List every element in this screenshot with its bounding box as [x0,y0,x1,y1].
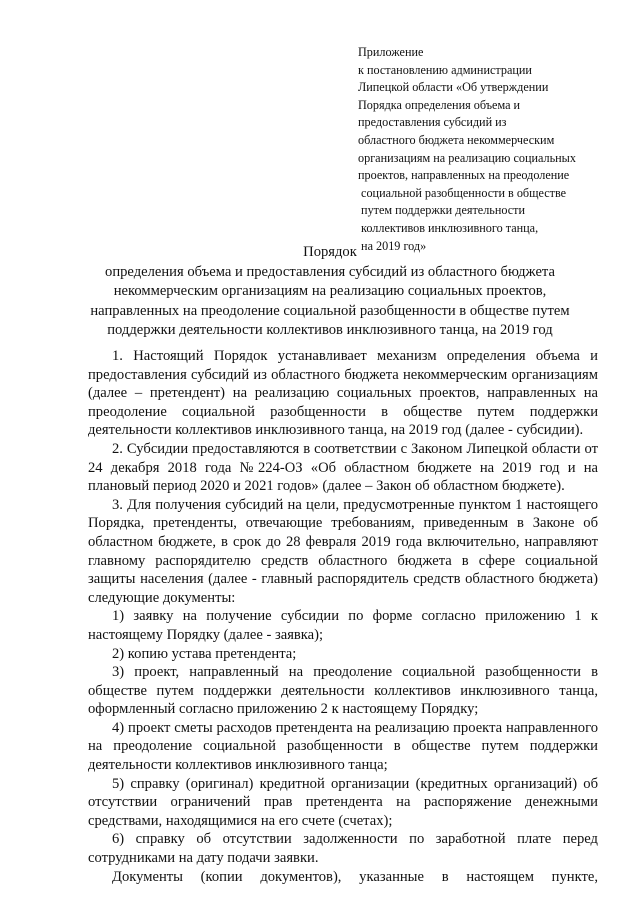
title-heading: Порядок [303,244,357,260]
appendix-line: организациям на реализацию социальных [358,150,576,165]
appendix-line: к постановлению администрации [358,62,532,77]
list-item-2: 2) копию устава претендента; [112,645,297,662]
document-body [88,347,598,886]
appendix-line: Приложение [358,45,424,59]
document-title [80,243,580,341]
appendix-line: проектов, направленных на преодоление [358,168,570,183]
appendix-note [358,44,608,255]
paragraph-2: 2. Субсидии предоставляются в соответствии с Законом Липецкой области от 24 декабря 2018 года №224-ОЗ «Об областном бюджете на 2019 год и на плановый период 2020 и 2021 годов» (далее – Закон об областном бюджете). [88,440,598,495]
appendix-line: социальной разобщенности в обществе [358,185,567,200]
paragraph-3: 3. Для получения субсидий на цели, предусмотренные пунктом 1 настоящего Порядка, претенденты, отвечающие требованиям, приведенным в Законе об областном бюджете, в срок до 28 февраля 2019 года включительно, направляют главному распорядителю средств областного бюджета в сфере социальной защиты населения (далее - главный распорядитель средств областного бюджета) следующие документы: [88,496,598,606]
title-line: определения объема и предоставления субсидий из областного бюджета [105,263,555,280]
list-item-1: 1) заявку на получение субсидии по форме согласно приложению 1 к настоящему Порядку (далее - заявка); [88,608,598,643]
paragraph-1: 1. Настоящий Порядок устанавливает механизм определения объема и предоставления субсидий из областного бюджета некоммерческим организациям (далее – претендент) на реализацию социальных проектов, направленных на преодоление социальной разобщенности в обществе путем поддержки деятельности коллективов инклюзивного танца, на 2019 год (далее - субсидии). [88,348,598,439]
appendix-line: Порядка определения объема и [358,97,521,112]
appendix-line: на 2019 год» [358,238,427,253]
title-line: направленных на преодоление социальной разобщенности в обществе путем [90,302,570,319]
paragraph-documents: Документы (копии документов), указанные в настоящем пункте, [112,868,598,885]
title-line: поддержки деятельности коллективов инклюзивного танца, на 2019 год [107,322,553,338]
list-item-4: 4) проект сметы расходов претендента на реализацию проекта направленного на преодоление социальной разобщенности в обществе путем поддержки деятельности коллективов инклюзивного танца; [88,719,598,774]
appendix-line: областного бюджета некоммерческим [358,132,555,147]
list-item-5: 5) справку (оригинал) кредитной организации (кредитных организаций) об отсутствии ограничений прав претендента на распоряжение денежными средствами, находящимися на его счете (счетах); [88,775,598,829]
list-item-3: 3) проект, направленный на преодоление социальной разобщенности в обществе путем поддержки деятельности коллективов инклюзивного танца, оформленный согласно приложению 2 к настоящему Порядку; [88,664,598,718]
appendix-line: предоставления субсидий из [358,115,507,130]
appendix-line: Липецкой области «Об утверждении [358,80,549,95]
appendix-line: коллективов инклюзивного танца, [358,220,539,235]
title-line: некоммерческим организациям на реализацию социальных проектов, [113,283,547,299]
list-item-6: 6) справку об отсутствии задолженности по заработной плате перед сотрудниками на дату подачи заявки. [88,831,598,867]
appendix-line: путем поддержки деятельности [358,203,526,218]
